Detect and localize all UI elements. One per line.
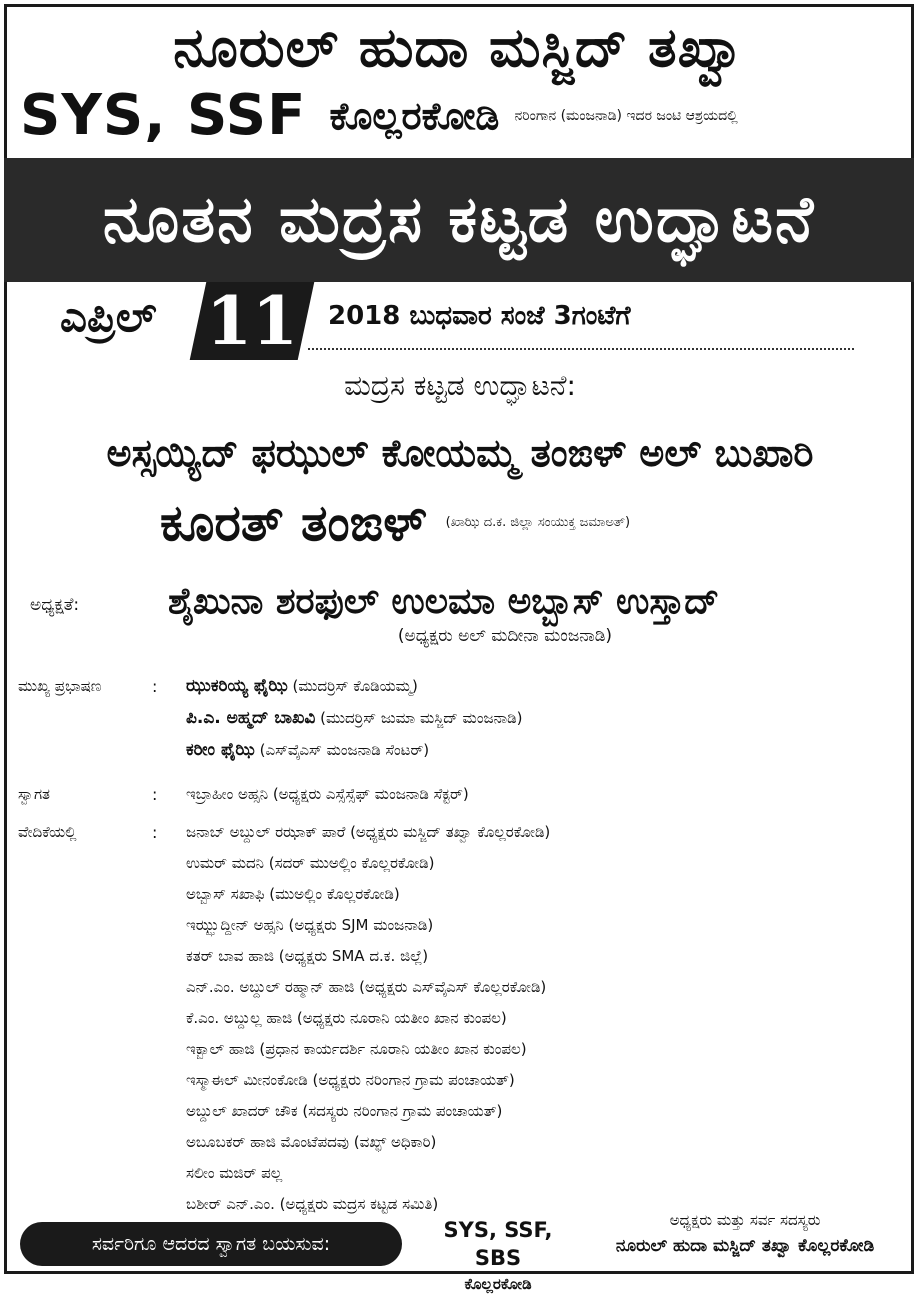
chief-guest-role: (ಖಾಝಿ ದ.ಕ. ಜಿಲ್ಲಾ ಸಂಯುಕ್ತ ಜಮಾಅತ್) — [445, 515, 631, 530]
list-item — [0, 736, 920, 765]
list-item — [0, 849, 920, 878]
invite-text: ಸರ್ವರಿಗೂ ಆದರದ ಸ್ವಾಗತ ಬಯಸುವ: — [91, 1233, 331, 1255]
speaker-name: ಕರೀಂ ಫೈಝಿ — [186, 740, 255, 760]
speaker-name: ಪಿ.ಎ. ಅಹ್ಮದ್ ಬಾಖವಿ — [186, 708, 316, 728]
presidency-role: (ಅಧ್ಯಕ್ಷರು ಅಲ್ ಮದೀನಾ ಮಂಜನಾಡಿ) — [397, 626, 613, 646]
list-item — [0, 780, 920, 809]
stage-guest: ಎನ್.ಎಂ. ಅಬ್ದುಲ್ ರಹ್ಮಾನ್ ಹಾಜಿ (ಅಧ್ಯಕ್ಷರು ಎಸ್‌ವೈಎಸ್ ಕೊಲ್ಲರಕೋಡಿ) — [186, 978, 547, 996]
welcome-label: ಸ್ವಾಗತ — [18, 785, 51, 803]
list-item — [0, 704, 920, 733]
list-item — [0, 880, 920, 909]
mosque-name-heading: ನೂರುಲ್ ಹುದಾ ಮಸ್ಜಿದ್ ತಖ್ವಾ — [173, 16, 747, 79]
speaker-entry — [186, 736, 429, 765]
list-item — [0, 818, 920, 847]
stage-guest: ಜನಾಬ್ ಅಬ್ದುಲ್ ರಝಾಕ್ ಪಾರೆ (ಅಧ್ಯಕ್ಷರು ಮಸ್ಜಿದ್ ತಖ್ವಾ ಕೊಲ್ಲರಕೋಡಿ) — [186, 823, 551, 841]
speaker-role: (ಎಸ್‌ವೈಎಸ್ ಮಂಜನಾಡಿ ಸೆಂಟರ್) — [259, 741, 430, 759]
list-item — [0, 911, 920, 940]
date-details: 2018 ಬುಧವಾರ ಸಂಜೆ 3ಗಂಟೆಗೆ — [328, 301, 631, 331]
speakers-label: ಮುಖ್ಯ ಪ್ರಭಾಷಣ — [18, 677, 102, 695]
speaker-entry — [186, 704, 523, 733]
stage-guest: ಇಝ್ಝುದ್ದೀನ್ ಅಹ್ಸನಿ (ಅಧ್ಯಕ್ಷರು SJM ಮಂಜನಾಡಿ) — [186, 916, 434, 934]
speaker-entry — [186, 672, 418, 701]
chief-guest-line2 — [160, 490, 630, 556]
welcome-text: ಇಬ್ರಾಹೀಂ ಅಹ್ಸನಿ (ಅಧ್ಯಕ್ಷರು ಎಸ್ಸೆಸ್ಸೆಫ್ ಮಂಜನಾಡಿ ಸೆಕ್ಟರ್) — [186, 785, 469, 803]
stage-guest: ಅಬ್ಬಾಸ್ ಸಖಾಫಿ (ಮುಅಲ್ಲಿಂ ಕೊಲ್ಲರಕೋಡಿ) — [186, 885, 400, 903]
organizers-location: ಕೊಲ್ಲರಕೋಡಿ — [329, 94, 500, 138]
list-item — [0, 1159, 920, 1188]
stage-guest: ಇಕ್ಬಾಲ್ ಹಾಜಿ (ಪ್ರಧಾನ ಕಾರ್ಯದರ್ಶಿ ನೂರಾನಿ ಯತೀಂ ಖಾನ ಕುಂಪಲ) — [186, 1040, 527, 1058]
event-title: ನೂತನ ಮದ್ರಸ ಕಟ್ಟಡ ಉದ್ಘಾಟನೆ — [102, 183, 816, 257]
title-banner — [4, 158, 914, 282]
stage-guest: ಸಲೀಂ ಮಜಿರ್ ಪಲ್ಲ — [186, 1164, 283, 1182]
stage-guest: ಇಸ್ಮಾಈಲ್ ಮೀನಂಕೋಡಿ (ಅಧ್ಯಕ್ಷರು ನರಿಂಗಾನ ಗ್ರಾಮ ಪಂಚಾಯತ್) — [186, 1071, 515, 1089]
list-item — [0, 1097, 920, 1126]
list-item — [0, 1066, 920, 1095]
list-item — [0, 1004, 920, 1033]
speaker-name: ಝುಕರಿಯ್ಯ ಫೈಝಿ — [186, 676, 288, 696]
organizers-names: SYS, SSF — [20, 83, 307, 148]
date-day: 11 — [206, 282, 298, 360]
association-text: ನರಿಂಗಾನ (ಮಂಜನಾಡಿ) ಇದರ ಜಂಟಿ ಆಶ್ರಯದಲ್ಲಿ — [514, 108, 738, 124]
footer-org-location: ಕೊಲ್ಲರಕೋಡಿ — [464, 1275, 532, 1293]
stage-guest: ಕತರ್ ಬಾವ ಹಾಜಿ (ಅಧ್ಯಕ್ಷರು SMA ದ.ಕ. ಜಿಲ್ಲೆ) — [186, 947, 429, 965]
stage-label: ವೇದಿಕೆಯಲ್ಲಿ — [18, 823, 77, 841]
list-item — [0, 672, 920, 701]
dotted-divider — [308, 348, 854, 350]
stage-guest: ಬಶೀರ್ ಎನ್.ಎಂ. (ಅಧ್ಯಕ್ಷರು ಮದ್ರಸ ಕಟ್ಟಡ ಸಮಿತಿ) — [186, 1195, 439, 1213]
inauguration-label: ಮದ್ರಸ ಕಟ್ಟಡ ಉದ್ಘಾಟನೆ: — [344, 369, 576, 402]
list-item — [0, 942, 920, 971]
committee-members: ಅಧ್ಯಕ್ಷರು ಮತ್ತು ಸರ್ವ ಸದಸ್ಯರು — [669, 1211, 821, 1229]
organizers-line — [20, 84, 910, 148]
list-item — [0, 973, 920, 1002]
separator-colon: : — [152, 823, 158, 842]
committee-mosque: ನೂರುಲ್ ಹುದಾ ಮಸ್ಜಿದ್ ತಖ್ವಾ ಕೊಲ್ಲರಕೋಡಿ — [615, 1236, 875, 1256]
separator-colon: : — [152, 677, 158, 696]
date-month: ಎಪ್ರಿಲ್ — [60, 292, 157, 341]
presidency-name: ಶೈಖುನಾ ಶರಫುಲ್ ಉಲಮಾ ಅಬ್ಬಾಸ್ ಉಸ್ತಾದ್ — [168, 581, 720, 622]
chief-guest-name: ಅಸ್ಸಯ್ಯಿದ್ ಫಝುಲ್ ಕೋಯಮ್ಮ ತಂಙಳ್ ಅಲ್ ಬುಖಾರಿ — [106, 431, 814, 475]
speaker-role: (ಮುದರ್ರಿಸ್ ಜುಮಾ ಮಸ್ಜಿದ್ ಮಂಜನಾಡಿ) — [320, 709, 523, 727]
stage-guest: ಉಮರ್ ಮದನಿ (ಸದರ್ ಮುಅಲ್ಲಿಂ ಕೊಲ್ಲರಕೋಡಿ) — [186, 854, 435, 872]
chief-guest-title: ಕೂರತ್ ತಂಙಳ್ — [160, 494, 427, 552]
footer-org-names: SYS, SSF, SBS — [443, 1218, 553, 1270]
list-item — [0, 1128, 920, 1157]
stage-guest: ಅಬ್ದುಲ್ ಖಾದರ್ ಚೌಕ (ಸದಸ್ಯರು ನರಿಂಗಾನ ಗ್ರಾಮ ಪಂಚಾಯತ್) — [186, 1102, 503, 1120]
footer-organizers — [418, 1216, 578, 1296]
footer-committee — [580, 1208, 910, 1260]
presidency-label: ಅಧ್ಯಕ್ಷತೆ: — [30, 595, 80, 615]
stage-guest: ಅಬೂಬಕರ್ ಹಾಜಿ ಮೊಂಟೆಪದವು (ವಖ್ಫ್ ಅಧಿಕಾರಿ) — [186, 1133, 437, 1151]
stage-guest: ಕೆ.ಎಂ. ಅಬ್ದುಲ್ಲ ಹಾಜಿ (ಅಧ್ಯಕ್ಷರು ನೂರಾನಿ ಯತೀಂ ಖಾನ ಕುಂಪಲ) — [186, 1009, 507, 1027]
separator-colon: : — [152, 785, 158, 804]
speaker-role: (ಮುದರ್ರಿಸ್ ಕೊಡಿಯಮ್ಮ) — [292, 677, 418, 695]
list-item — [0, 1035, 920, 1064]
